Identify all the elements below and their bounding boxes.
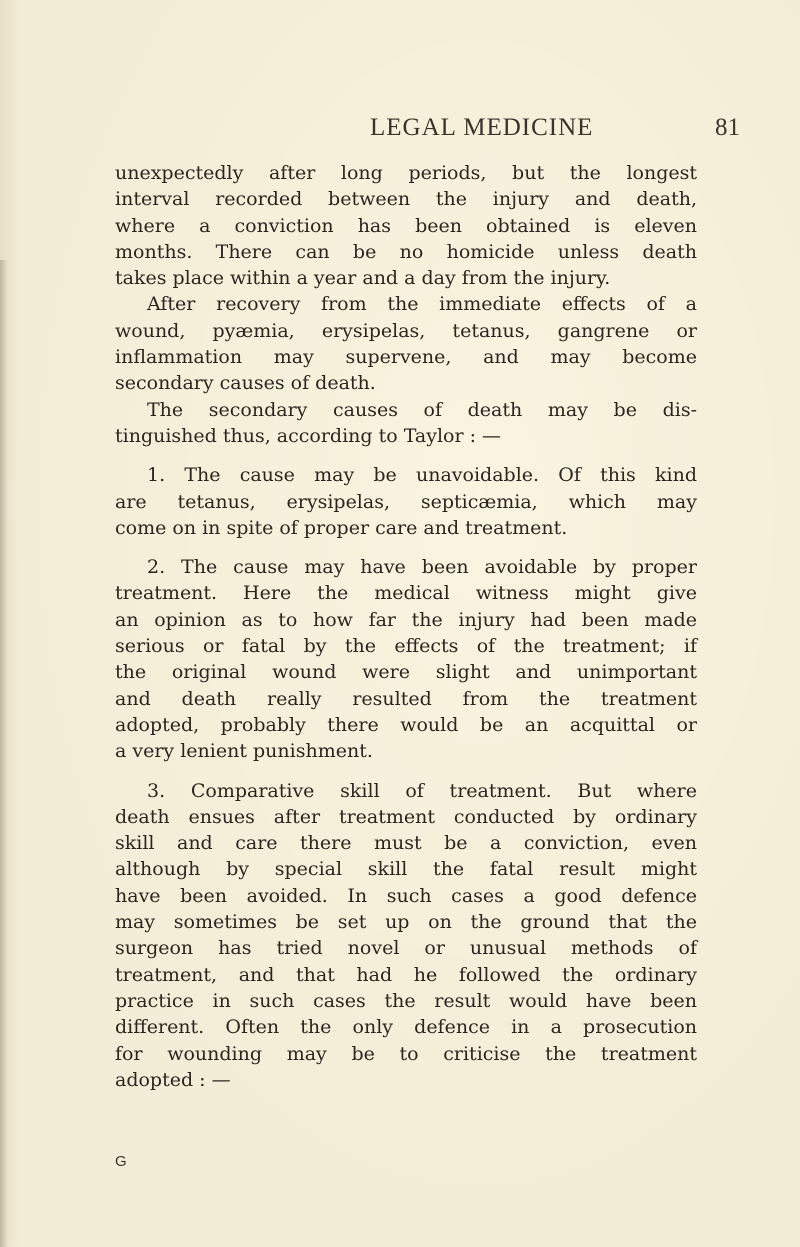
paragraph xyxy=(115,160,697,291)
signature-mark: G xyxy=(115,1153,127,1170)
text-line: months. There can be no homicide unless death xyxy=(115,240,697,263)
page-edge-shadow xyxy=(0,260,8,1247)
text-line: skill and care there must be a conviction, even xyxy=(115,832,697,855)
text-line: have been avoided. In such cases a good defence xyxy=(115,884,697,907)
text-line: the original wound were slight and unimportant xyxy=(115,661,697,684)
text-line: death ensues after treatment conducted by ordinary xyxy=(115,805,697,828)
text-line: 1. The cause may be unavoidable. Of this kind xyxy=(147,464,697,487)
text-line: adopted, probably there would be an acquittal or xyxy=(115,713,697,736)
text-line: unexpectedly after long periods, but the longest xyxy=(115,162,697,184)
text-line: adopted : — xyxy=(115,1068,231,1091)
paragraph xyxy=(115,291,697,396)
text-line: The secondary causes of death may be dis- xyxy=(147,398,697,421)
paragraph-gap xyxy=(115,765,697,778)
numbered-paragraph-2 xyxy=(115,554,697,764)
paragraph-gap xyxy=(115,541,697,554)
text-line: surgeon has tried novel or unusual methods of xyxy=(115,937,697,960)
paragraph xyxy=(115,397,697,450)
text-line: tinguished thus, according to Taylor : — xyxy=(115,424,502,447)
text-line: 3. Comparative skill of treatment. But where xyxy=(147,779,697,802)
paragraph-gap xyxy=(115,449,697,462)
text-line: secondary causes of death. xyxy=(115,372,376,395)
text-line: 2. The cause may have been avoidable by proper xyxy=(147,556,697,579)
text-line: a very lenient punishment. xyxy=(115,740,373,763)
numbered-paragraph-3 xyxy=(115,778,697,1094)
text-line: treatment, and that had he followed the ordinary xyxy=(115,963,697,986)
text-line: and death really resulted from the treatment xyxy=(115,687,697,710)
text-line: are tetanus, erysipelas, septicæmia, which may xyxy=(115,490,697,513)
text-line: although by special skill the fatal result might xyxy=(115,858,697,881)
running-title: LEGAL MEDICINE xyxy=(370,114,594,141)
text-line: interval recorded between the injury and death, xyxy=(115,188,697,211)
text-line: for wounding may be to criticise the treatment xyxy=(115,1042,697,1065)
text-line: come on in spite of proper care and treatment. xyxy=(115,516,568,539)
text-line: practice in such cases the result would have been xyxy=(115,989,697,1012)
text-line: After recovery from the immediate effects of a xyxy=(147,293,697,316)
page-number: 81 xyxy=(715,114,740,141)
text-line: treatment. Here the medical witness might give xyxy=(115,582,697,605)
text-line: may sometimes be set up on the ground that the xyxy=(115,911,697,934)
text-line: inflammation may supervene, and may become xyxy=(115,346,697,369)
text-line: where a conviction has been obtained is eleven xyxy=(115,214,697,237)
numbered-paragraph-1 xyxy=(115,462,697,541)
text-line: serious or fatal by the effects of the treatment; if xyxy=(115,635,697,658)
text-line: an opinion as to how far the injury had been made xyxy=(115,608,697,631)
body-text xyxy=(115,160,697,1093)
text-line: different. Often the only defence in a prosecution xyxy=(115,1016,697,1039)
text-line: wound, pyæmia, erysipelas, tetanus, gangrene or xyxy=(115,319,697,342)
text-line: takes place within a year and a day from the injury. xyxy=(115,267,611,290)
